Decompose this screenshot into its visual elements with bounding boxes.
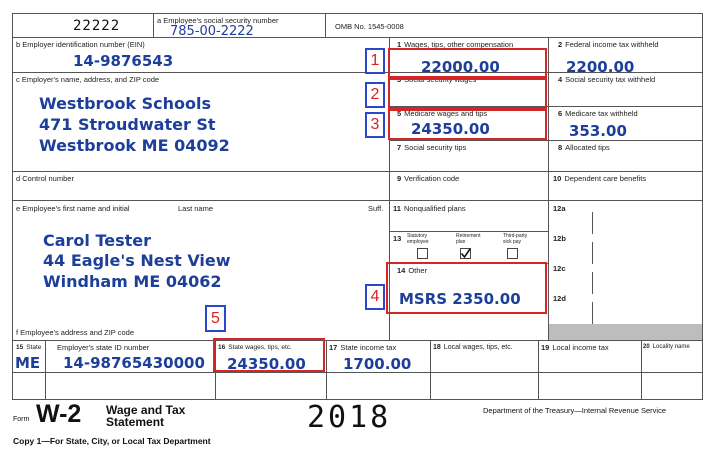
employee-name: Carol Tester — [43, 231, 152, 250]
rule — [538, 340, 539, 399]
box12b-label: 12b — [553, 234, 566, 243]
employee-city: Windham ME 04062 — [43, 272, 222, 291]
rule — [13, 171, 702, 172]
box6-value: 353.00 — [569, 122, 627, 140]
employer-name: Westbrook Schools — [39, 94, 212, 113]
callout-4: 4 — [365, 284, 385, 310]
box13-number: 13 — [393, 234, 402, 243]
rule — [389, 140, 702, 141]
retirement-plan-label: Retirement plan — [456, 233, 481, 245]
copy-designation: Copy 1—For State, City, or Local Tax Department — [13, 436, 211, 446]
last-name-label: Last name — [178, 204, 214, 213]
rule — [592, 242, 593, 264]
box10-label: 10 Dependent care benefits — [553, 174, 647, 183]
rule — [430, 340, 431, 399]
box16-label: 16 State wages, tips, etc. — [218, 344, 292, 351]
third-party-sick-pay-label: Third-party sick pay — [503, 233, 528, 245]
state-code: ME — [15, 354, 41, 372]
tax-year: 2018 — [307, 400, 392, 435]
callout-1: 1 — [365, 48, 385, 74]
form-name: W-2 — [36, 400, 82, 428]
rule — [326, 340, 327, 399]
rule — [592, 302, 593, 324]
control-code: 22222 — [73, 18, 121, 34]
box3-highlight — [388, 78, 547, 109]
rule — [592, 272, 593, 294]
ssn-value: 785-00-2222 — [170, 24, 254, 39]
box5-label: 5 Medicare wages and tips — [397, 109, 488, 118]
checkmark-icon — [460, 248, 471, 259]
ssn-label: a Employee's social security number — [157, 16, 279, 25]
box1-label: 1 Wages, tips, other compensation — [397, 40, 514, 49]
callout-2: 2 — [365, 82, 385, 108]
box1-highlight — [388, 48, 547, 78]
control-number-label: d Control number — [16, 174, 74, 183]
box2-value: 2200.00 — [566, 58, 635, 76]
box6-label: 6 Medicare tax withheld — [558, 109, 638, 118]
suffix-label: Suff. — [368, 204, 384, 213]
shaded-area — [549, 324, 702, 340]
rule — [13, 37, 702, 38]
statutory-employee-label: Statutory employee — [407, 233, 429, 245]
rule — [45, 340, 46, 399]
employee-name-label: e Employee's first name and initial — [16, 204, 130, 213]
w2-form — [12, 13, 703, 400]
box17-value: 1700.00 — [343, 355, 412, 373]
rule — [641, 340, 642, 399]
ein-label: b Employer identification number (EIN) — [16, 40, 145, 49]
box16-highlight — [213, 338, 325, 372]
state-id-value: 14-98765430000 — [63, 354, 205, 372]
omb-number: OMB No. 1545-0008 — [335, 22, 404, 31]
rule — [548, 37, 549, 340]
form-title-line1: Wage and Tax — [106, 403, 186, 417]
box12c-label: 12c — [553, 264, 566, 273]
box11-label: 11 Nonqualified plans — [393, 204, 466, 213]
box14-label: 14 Other — [397, 266, 428, 275]
box12d-label: 12d — [553, 294, 566, 303]
employer-city: Westbrook ME 04092 — [39, 136, 230, 155]
employee-street: 44 Eagle's Nest View — [43, 251, 231, 270]
box3-label: 3 Social security wages — [397, 75, 477, 84]
box15-label: 15 State — [16, 344, 42, 351]
employer-street: 471 Stroudwater St — [39, 115, 216, 134]
employer-address-label: c Employer's name, address, and ZIP code — [16, 75, 160, 84]
retirement-plan-checkbox[interactable] — [460, 248, 471, 259]
form-word: Form — [13, 416, 30, 423]
callout-5: 5 — [205, 305, 226, 332]
irs-department: Department of the Treasury—Internal Revenue Service — [483, 406, 667, 415]
box20-label: 20 Locality name — [643, 344, 690, 350]
box7-label: 7 Social security tips — [397, 143, 467, 152]
third-party-sick-pay-checkbox[interactable] — [507, 248, 518, 259]
box19-label: 19 Local income tax — [541, 343, 609, 352]
rule — [592, 212, 593, 234]
box14-highlight — [386, 262, 547, 314]
box8-label: 8 Allocated tips — [558, 143, 610, 152]
box14-value: MSRS 2350.00 — [399, 290, 521, 308]
statutory-employee-checkbox[interactable] — [417, 248, 428, 259]
box9-label: 9 Verification code — [397, 174, 460, 183]
rule — [325, 14, 326, 37]
box16-value: 24350.00 — [227, 355, 306, 373]
rule — [153, 14, 154, 37]
box5-highlight — [388, 109, 547, 140]
box2-label: 2 Federal income tax withheld — [558, 40, 659, 49]
box1-value: 22000.00 — [421, 58, 500, 76]
rule — [389, 231, 548, 232]
rule — [13, 340, 702, 341]
box5-value: 24350.00 — [411, 120, 490, 138]
box4-label: 4 Social security tax withheld — [558, 75, 656, 84]
callout-3: 3 — [365, 112, 385, 138]
box18-label: 18 Local wages, tips, etc. — [433, 344, 513, 351]
state-id-label: Employer's state ID number — [57, 343, 150, 352]
employee-address-label: f Employee's address and ZIP code — [16, 328, 135, 337]
box12a-label: 12a — [553, 204, 566, 213]
ein-value: 14-9876543 — [73, 52, 174, 70]
form-title-line2: Statement — [106, 415, 165, 429]
rule — [13, 200, 702, 201]
box17-label: 17 State income tax — [329, 343, 397, 352]
